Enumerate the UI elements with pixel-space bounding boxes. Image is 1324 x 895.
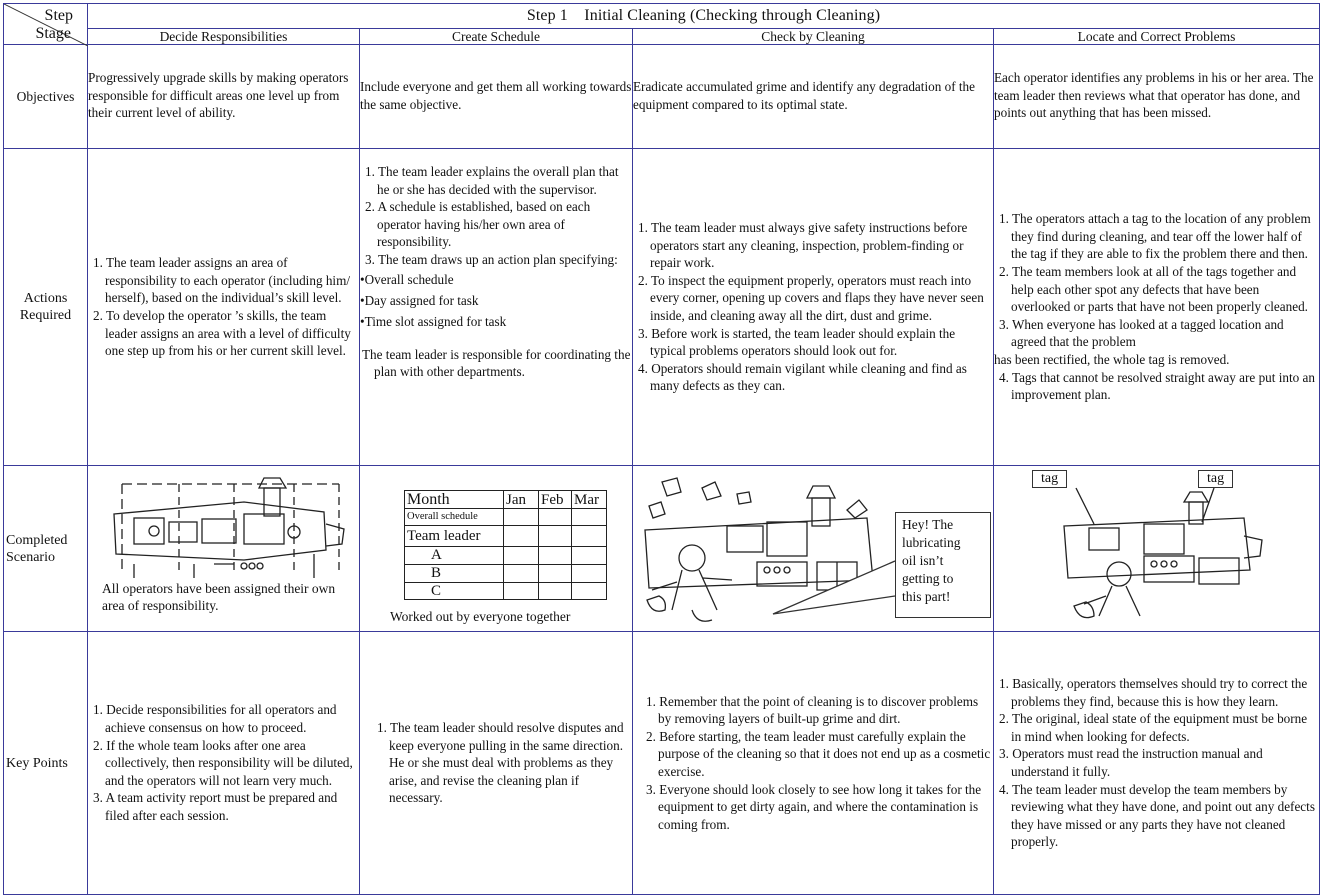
scenario-caption: All operators have been assigned their own area of responsibility. (102, 581, 336, 613)
row-label-key-points: Key Points (4, 632, 88, 895)
actions-cell-schedule (360, 149, 633, 466)
scenario-caption: Worked out by everyone together (390, 609, 571, 624)
schedule-header-mar: Mar (572, 491, 607, 509)
machine-area-drawing (94, 474, 364, 592)
keypoint-item: 1. Decide responsibilities for all operators and achieve consensus on how to proceed. (93, 702, 337, 736)
schedule-row-label: A (405, 547, 504, 565)
keypoint-item: 2. Before starting, the team leader must carefully explain the purpose of the cleaning so that it does not end up as a cosmetic exercise. (646, 728, 991, 779)
bubble-line: Hey! The (902, 517, 954, 532)
action-item: 3. When everyone has looked at a tagged location and agreed that the problem (999, 316, 1284, 350)
action-note: The team leader is responsible for coordinating the plan with other departments. (362, 346, 631, 380)
schedule-row-label: B (405, 565, 504, 583)
row-label-completed-scenario (4, 466, 88, 632)
schedule-row-label: Overall schedule (405, 509, 504, 526)
keypoint-item: 2. The original, ideal state of the equipment must be borne in mind when looking for defects. (999, 711, 1308, 744)
action-item: 2. The team members look at all of the tags together and help each other spot any defects that have been overlooked or parts that have not been properly cleaned. (999, 264, 1308, 315)
keypoint-item: 1. Remember that the point of cleaning is to discover problems by removing layers of built-up grime and dirt. (646, 693, 979, 727)
row-label-line: Scenario (6, 549, 55, 565)
keypoint-item: 1. Basically, operators themselves should try to correct the problems they find, because this is how they learn. (999, 676, 1308, 709)
stage-header-create-schedule: Create Schedule (360, 29, 633, 45)
scenario-cell-responsibilities (88, 466, 360, 632)
row-label-objectives: Objectives (4, 45, 88, 149)
speech-bubble (895, 512, 991, 618)
action-bullet: •Time slot assigned for task (360, 313, 507, 329)
scenario-cell-cleaning (633, 466, 994, 632)
actions-cell-problems (994, 149, 1320, 466)
row-label-actions-required (4, 149, 88, 466)
step-title: Step 1 Initial Cleaning (Checking through Cleaning) (88, 4, 1320, 29)
action-item: 1. The team leader explains the overall plan that he or she has decided with the supervisor. (365, 164, 619, 197)
bubble-line: lubricating (902, 535, 961, 550)
objective-cell: Eradicate accumulated grime and identify any degradation of the equipment compared to its optimal state. (633, 45, 994, 149)
schedule-row-label: C (405, 583, 504, 600)
keypoint-item: 3. Operators must read the instruction manual and understand it fully. (999, 746, 1263, 779)
step-corner-label: Step (44, 7, 73, 24)
row-label-line: Completed (6, 532, 68, 548)
action-item: 1. The operators attach a tag to the location of any problem they find during cleaning, and tear off the lower half of the tag if they are able to fix the problem there and then. (999, 211, 1311, 262)
action-item: 1. The team leader must always give safety instructions before operators start any cleaning, inspection, problem-finding or repair work. (638, 220, 968, 271)
action-item: 3. The team draws up an action plan specifying: (365, 251, 618, 267)
action-item: 2. A schedule is established, based on each operator having his/her own area of responsibility. (365, 199, 591, 250)
initial-cleaning-table (3, 3, 1320, 895)
stage-header-decide-responsibilities: Decide Responsibilities (88, 29, 360, 45)
keypoints-cell-schedule (360, 632, 633, 895)
schedule-header-feb: Feb (539, 491, 572, 509)
keypoint-item: 3. A team activity report must be prepared and filed after each session. (93, 790, 338, 823)
row-label-line: Required (19, 308, 72, 323)
stage-header-check-by-cleaning: Check by Cleaning (633, 29, 994, 45)
action-item: 4. Operators should remain vigilant while cleaning and find as many defects as they can. (638, 360, 967, 394)
action-item: 4. Tags that cannot be resolved straight away are put into an improvement plan. (999, 369, 1315, 403)
stage-corner-label: Stage (35, 25, 71, 42)
scenario-cell-schedule (360, 466, 633, 632)
tagged-machine-drawing (994, 466, 1314, 630)
keypoint-item: 2. If the whole team looks after one area collectively, then responsibility will be diluted, and the operators will not learn very much. (93, 737, 353, 788)
objective-cell: Include everyone and get them all working towards the same objective. (360, 45, 633, 149)
keypoints-cell-problems (994, 632, 1320, 895)
keypoints-cell-cleaning (633, 632, 994, 895)
keypoints-cell-responsibilities (88, 632, 360, 895)
bubble-line: this part! (902, 589, 951, 604)
action-item: 3. Before work is started, the team leader should explain the typical problems operators should look out for. (638, 325, 956, 359)
action-item: 2. To inspect the equipment properly, operators must reach into every corner, opening up covers and flaps they have never seen inside, and cleaning away all the dirt, dust and grime. (638, 272, 984, 323)
action-item: 2. To develop the operator ’s skills, the team leader assigns an area with a level of difficulty one step up from his or her current skill level. (93, 308, 351, 359)
objective-cell: Progressively upgrade skills by making operators responsible for difficult areas one level up from their current level of ability. (88, 45, 360, 149)
stage-header-locate-correct: Locate and Correct Problems (994, 29, 1320, 45)
bubble-line: oil isn’t (902, 553, 944, 568)
schedule-header-jan: Jan (504, 491, 539, 509)
tag-label-left: tag (1032, 470, 1067, 488)
action-item: 1. The team leader assigns an area of responsibility to each operator (including him/ herself), based on the individual’s skill level. (93, 255, 351, 306)
keypoint-item: 4. The team leader must develop the team members by reviewing what they have done, and point out any defects they have missed or any parts they have not cleaned properly. (999, 781, 1315, 850)
actions-cell-responsibilities (88, 149, 360, 466)
schedule-header-month: Month (405, 491, 504, 509)
keypoint-item: 3. Everyone should look closely to see how long it takes for the equipment to get dirty again, and where the contamination is coming from. (646, 781, 982, 832)
step1-table-sheet (3, 3, 1319, 886)
row-label-line: Actions (23, 291, 68, 306)
schedule-row-label: Team leader (405, 526, 504, 547)
action-bullet: •Day assigned for task (360, 292, 479, 308)
schedule-mini-table (404, 490, 607, 600)
action-bullet: •Overall schedule (360, 271, 454, 287)
objective-cell: Each operator identifies any problems in his or her area. The team leader then reviews what that operator has done, and points out anything that has been missed. (994, 45, 1320, 149)
step-stage-corner-cell (4, 4, 88, 45)
action-item: has been rectified, the whole tag is removed. (994, 351, 1230, 367)
keypoint-item: 1. The team leader should resolve disputes and keep everyone pulling in the same direction. He or she must deal with problems as they arise, and revise the cleaning plan if necessary. (377, 720, 624, 806)
bubble-line: getting to (902, 571, 954, 586)
actions-cell-cleaning (633, 149, 994, 466)
tag-label-right: tag (1198, 470, 1233, 488)
scenario-cell-problems (994, 466, 1320, 632)
